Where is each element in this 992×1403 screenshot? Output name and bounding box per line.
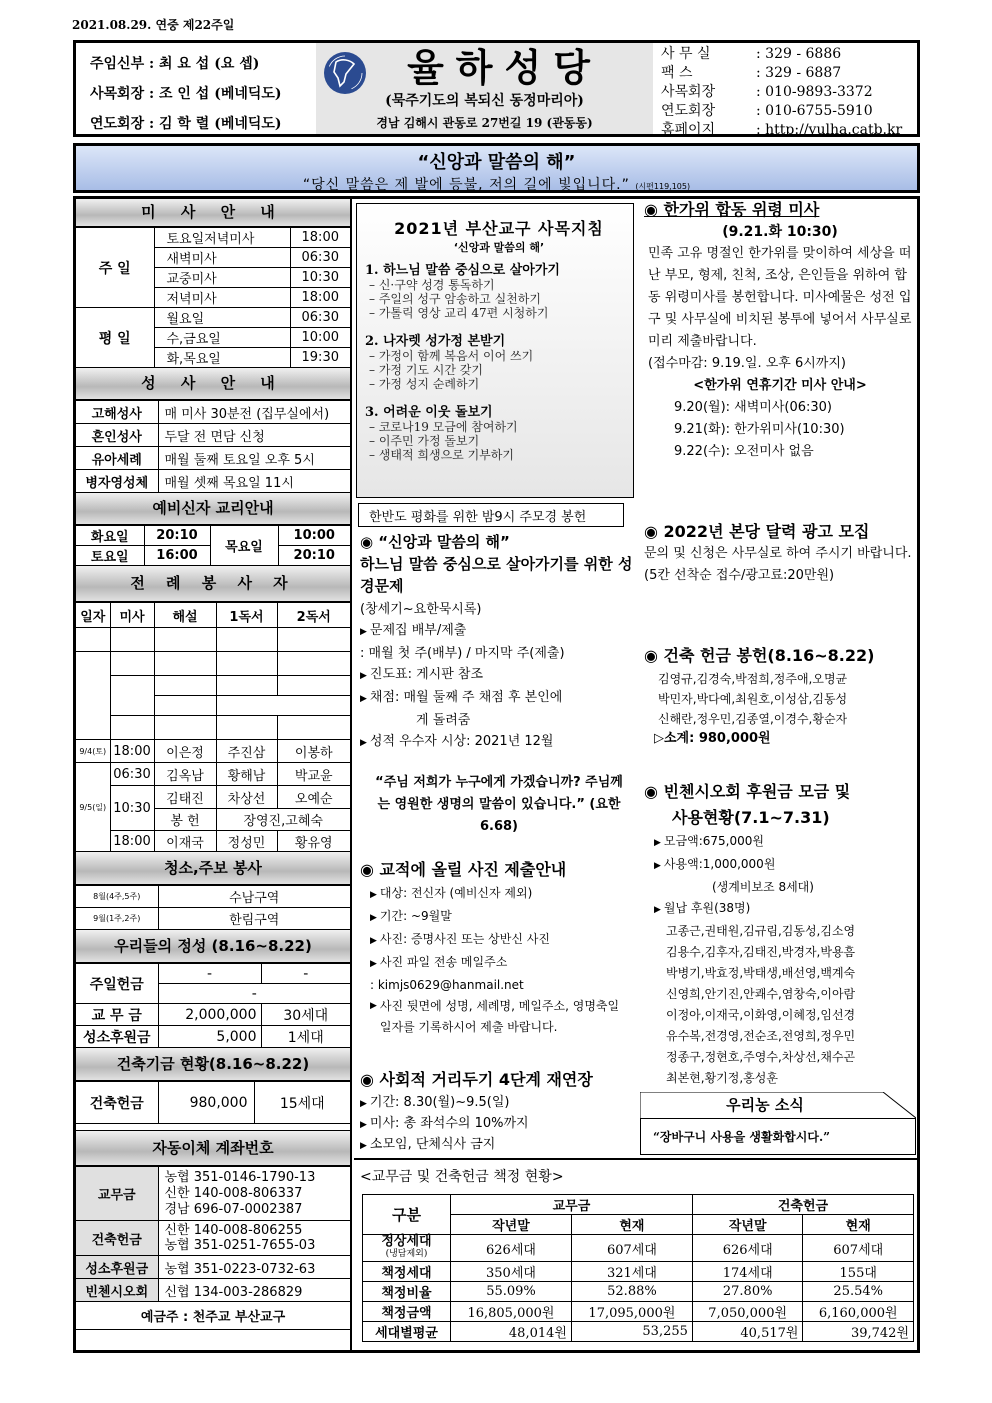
theme-banner [73,143,920,193]
quota-title: <교무금 및 건축헌금 책정 현황> [360,1169,564,1185]
peace-prayer-box: 한반도 평화를 위한 밤9시 주모경 봉헌 [358,503,624,527]
banner-title: “신앙과 말씀의 해” [417,152,576,173]
chuseok-mass-section: ◉ 한가위 합동 위령 미사 (9.21.화 10:30) 민족 고유 명절인 한가위를 맞이하여 세상을 떠난 부모, 형제, 친척, 조상, 은인들을 위하여 합동 위령미사를 봉헌합니다. 미사예물은 성전 입구 및 사무실에 비치된 봉투에 넣어서 사무실로 미리 제출바랍니다. (접수마감: 9.19.일. 오후 6시까지) <한가위 연휴기간 미사 안내> 9.20(월): 새벽미사(06:30) 9.21(화): 한가위미사(10:30) 9.22(수): 오전미사 없음 [644,200,912,459]
auto-transfer-title: 자동이체 계좌번호 [76,1130,350,1166]
calendar-ad-section: ◉ 2022년 본당 달력 광고 모집 문의 및 신청은 사무실로 하여 주시기 바랍니다. (5칸 선착순 접수/광고료:20만원) [644,522,912,583]
building-donation-section: ◉ 건축 헌금 봉헌(8.16~8.22) 김영규,김경숙,박점희,정주애,오명균 박민자,박다예,최원호,이성삼,김동성 신해란,정우민,김종열,이경수,황순자 ▷소계: 980,000원 [644,646,875,746]
staff-list [76,43,316,134]
vincent-society-section: ◉ 빈첸시오회 후원금 모금 및 사용현황(7.1~7.31) ▶ 모금액:675,000원 ▶ 사용액:1,000,000원 (생계비보조 8세대) ▶ 월납 후원(38명) 고종근,권태원,김규림,김동성,김소영 김용수,김후자,김태진,박경자,박용흠 박병기,박효정,박태생,배선영,백계숙 신영희,안기진,안쾌수,염창숙,이아람 이정아,이재국,이화영,이혜정,임선경 유수복,전경영,전순조,전영희,정우민 정종구,정현호,주영수,차상선,채수곤 최본현,황기정,홍성훈 [644,782,856,1085]
bible-quiz-subheading: 하느님 말씀 중심으로 살아가기를 위한 성경문제 [360,555,633,595]
mass-schedule-table: 주 일 토요일저녁미사 18:00 새벽미사 06:30 교중미사 10:30 저녁미사 18:00 평 일 월요일 06:30 수,금요일 10:00 화,목요일 19:30 [76,227,350,368]
left-column [76,199,352,1350]
bible-quiz-section: ◉ “신앙과 말씀의 해” 하느님 말씀 중심으로 살아가기를 위한 성경문제 (창세기~요한묵시록) ▶ 문제집 배부/제출 : 매월 첫 주(배부) / 마지막 주(제출) ▶ 진도표: 게시판 참조 ▶ 채점: 매월 둘째 주 채점 후 본인에 게 돌려줌 ▶ 성적 우수자 시상: 2021년 12월 “주님 저희가 누구에게 가겠습니까? 주님께는 영원한 생명의 말씀이 있습니다.” (요한6.68) [360,531,638,838]
staff-yeondo-president: 연도회장 : 김 학 렬 (베네딕도) [90,116,282,132]
church-address: 경남 김해시 관동로 27번길 19 (관동동) [376,116,593,130]
bullet-icon: ▶ [360,627,367,637]
pastoral-title: 2021년 부산교구 사목지침 [394,219,604,238]
woorinong-title: 우리농 소식 [726,1096,804,1114]
cleaning-title: 청소,주보 봉사 [76,852,350,885]
catechumen-table: 화요일 20:10 목요일 10:00 토요일 16:00 20:10 [76,525,350,566]
photo-email[interactable]: : kimjs0629@hanmail.net [370,978,524,992]
contact-fax: 팩 스 : 329 - 6887 [661,65,842,81]
staff-council-president: 사목회장 : 조 인 섭 (베네딕도) [90,86,282,102]
woorinong-news-box [640,1092,916,1155]
banner-verse: “당신 말씀은 제 발에 등불, 저의 길에 빛입니다.” [302,177,630,193]
contact-list [653,43,917,138]
staff-pastor: 주임신부 : 최 요 섭 (요 셉) [90,56,260,72]
liturgy-date-sat: 9/4(토) [76,740,110,763]
bulletin-body [73,196,920,1353]
church-subtitle: (묵주기도의 복되신 동정마리아) [385,93,584,109]
bulletin-header [73,40,920,137]
quota-status-section [354,1158,920,1350]
building-fund-table: 건축헌금 980,000 15세대 [76,1081,350,1124]
pastoral-subtitle: ‘신앙과 말씀의 해’ [453,241,545,254]
banner-reference: (시편119,105) [635,182,691,191]
church-name: 율하성당 [407,46,602,90]
bible-quiz-heading: ◉ “신앙과 말씀의 해” [360,533,510,551]
contact-homepage: 홈페이지 : http://yulha.catb.kr [661,122,903,138]
contact-office: 사 무 실 : 329 - 6886 [661,46,842,62]
offering-table: 주일헌금 - - - 교 무 금 2,000,000 30세대 성소후원금 5,000 1세대 [76,963,350,1048]
quota-table: 구분 교무금 건축헌금 작년말 현재 작년말 현재 정상세대 (냉담제외) 626세대 607세대 626세대 607세대 책정세대 350세대 321세대 174세대 155대 책정비율 55.09% 52.88% 27.80% 25.54% 책정금액 16,805,000원 17,095,000원 7,050,000원 6,160,000원 세대별평균 48,014원 53,255 40,517원 39,742원 [362,1194,914,1342]
woorinong-message: “장바구니 사용을 생활화합시다.” [640,1118,916,1155]
liturgy-date-sun: 9/5(일) [76,763,110,852]
catechumen-title: 예비신자 교리안내 [76,493,350,525]
bible-quote: “주님 저희가 누구에게 가겠습니까? 주님께는 영원한 생명의 말씀이 있습니다.” (요한6.68) [375,775,623,834]
sacrament-title: 성 사 안 내 [76,368,350,400]
church-title-block [316,43,653,134]
distancing-section: ◉ 사회적 거리두기 4단계 재연장 ▶ 기간: 8.30(월)~9.5(일) ▶ 미사: 총 좌석수의 10%까지 ▶ 소모임, 단체식사 금지 [360,1070,593,1152]
contact-council: 사목회장 : 010-9893-3372 [661,84,873,100]
mass-schedule-title: 미 사 안 내 [76,199,350,227]
building-fund-title: 건축기금 현황(8.16~8.22) [76,1048,350,1081]
account-holder: 예금주 : 천주교 부산교구 [76,1302,350,1330]
bulletin-date: 2021.08.29. 연중 제22주일 [72,18,235,32]
sunday-label: 주 일 [76,228,154,308]
bullet-icon: ▶ [360,738,367,748]
liturgy-table: 일자 미사 해설 1독서 2독서 9/4(토) 18:00 이은정 주진삼 이봉하 9/5(일) 06:30 김옥남 황해남 박교윤 10:30 김태진 차상선 오예순 봉 헌 장영진,고혜숙 18:00 이재국 정성민 황유영 [76,602,350,852]
bullet-icon: ▶ [360,694,367,704]
photo-submission-section: ◉ 교적에 올릴 사진 제출안내 ▶ 대상: 전신자 (예비신자 제외) ▶ 기간: ~9월말 ▶ 사진: 증명사진 또는 상반신 사진 ▶ 사진 파일 전송 메일주소 : kimjs0629@hanmail.net ▶ 사진 뒷면에 성명, 세례명, 메일주소, 영명축일 일자를 기록하시어 제출 바랍니다. [360,859,638,1038]
church-logo-icon [324,52,366,94]
liturgy-title: 전 례 봉 사 자 [76,566,350,602]
sacrament-table: 고해성사 매 미사 30분전 (집무실에서) 혼인성사 두달 전 면담 신청 유아세례 매월 둘째 토요일 오후 5시 병자영성체 매월 셋째 목요일 11시 [76,400,350,493]
contact-yeondo: 연도회장 : 010-6755-5910 [661,103,873,119]
cleaning-table: 8월(4주,5주) 수남구역 9월(1주,2주) 한림구역 [76,885,350,930]
offering-title: 우리들의 정성 (8.16~8.22) [76,930,350,963]
homepage-link[interactable]: : http://yulha.catb.kr [756,122,903,138]
weekday-label: 평 일 [76,308,154,368]
account-table: 교무금 농협 351-0146-1790-13 신한 140-008-806337 경남 696-07-0002387 건축헌금 신한 140-008-806255 농협 351-0251-7655-03 성소후원금 농협 351-0223-0732-63 빈첸시오회 신협 134-003-286829 예금주 : 천주교 부산교구 [76,1166,350,1330]
bullet-icon: ▶ [360,671,367,681]
pastoral-guideline-box: 2021년 부산교구 사목지침 ‘신앙과 말씀의 해’ 1. 하느님 말씀 중심으로 살아가기 – 신·구약 성경 통독하기 – 주일의 성구 암송하고 실천하기 – 가톨릭 영상 교리 47편 시청하기 2. 나자렛 성가정 본받기 – 가정이 함께 복음서 이어 쓰기 – 가정 기도 시간 갖기 – 가정 성지 순례하기 3. 어려운 이웃 돌보기 – 코로나19 모금에 참여하기 – 이주민 가정 돌보기 – 생태적 희생으로 기부하기 [356,203,634,498]
